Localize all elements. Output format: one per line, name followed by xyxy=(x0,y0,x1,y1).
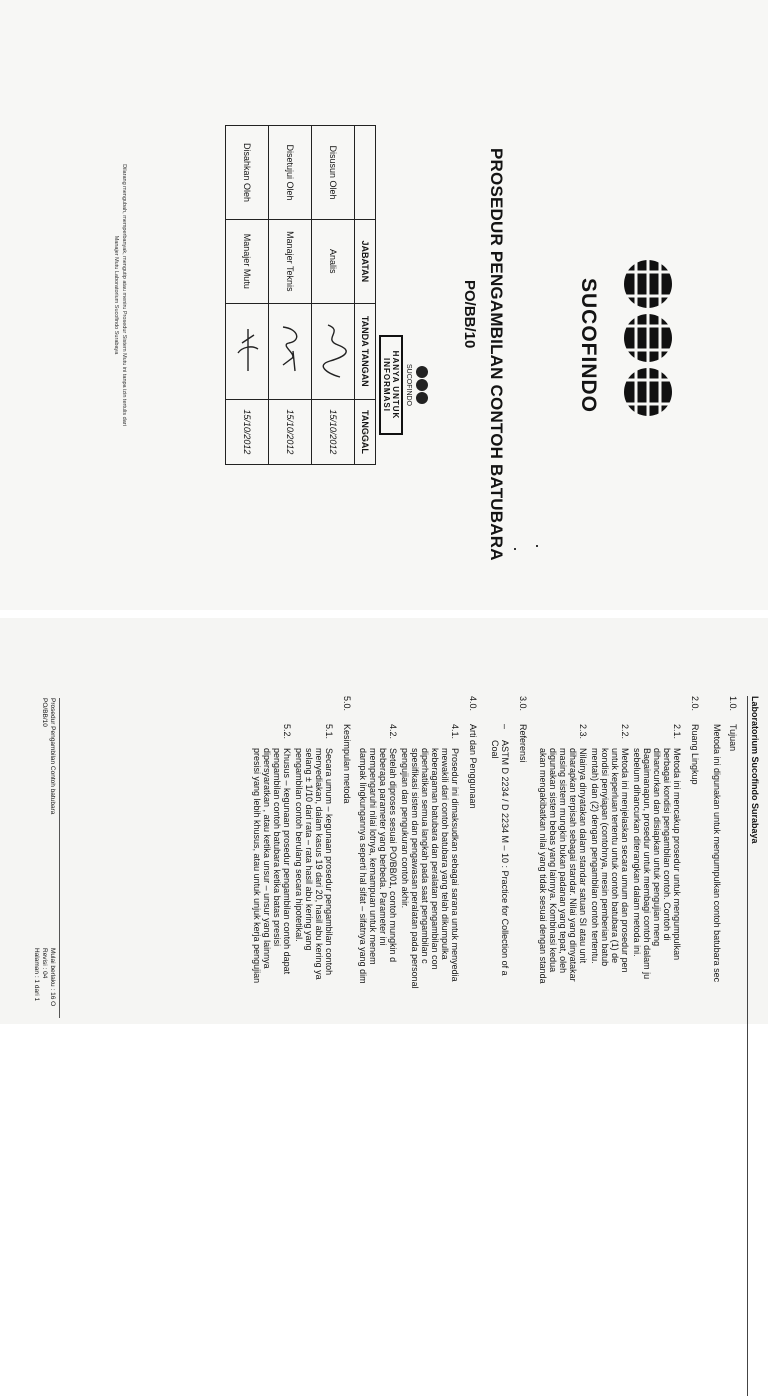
section-title: Arti dan Penggunaan xyxy=(468,724,478,809)
role-cell: Disusun Oleh xyxy=(312,126,355,220)
page-gap xyxy=(0,610,768,618)
brand-name: SUCOFINDO xyxy=(577,278,600,413)
subsection-number: 4.1. xyxy=(450,724,460,740)
section-5-heading xyxy=(342,696,352,804)
table-header-cell: TANGGAL xyxy=(355,399,376,464)
footnote-line: Manajer Mutu Laboratorium Sucofindo Surabaya xyxy=(113,235,119,355)
text-line: Metoda ini menjelaskan secara umum dan prosedur pen xyxy=(620,748,630,973)
section-number: 5.0. xyxy=(342,696,352,712)
table-header-cell: TANDA TANGAN xyxy=(355,303,376,399)
text-line: keberagaman batubara dan peralatan pengambilan con xyxy=(430,748,440,970)
section-title: Kesimpulan metoda xyxy=(342,724,352,804)
text-line: diharapkan terpisah sebagai standar. Nilai yang dinyatakar xyxy=(568,748,578,982)
date-cell: 15/10/2012 xyxy=(269,399,312,464)
text-line: dampak lingkungannya seperti hal sifat – sifatnya yang dim xyxy=(358,748,368,984)
stamp-text: HANYA UNTUK INFORMASI xyxy=(379,335,403,435)
text-line: Bagaimanapun, prosedur untuk membagi contoh dalam ju xyxy=(642,748,652,980)
subsection-number: 2.3. xyxy=(578,724,588,740)
subsection-number: 2.2. xyxy=(620,724,630,740)
table-row xyxy=(269,126,312,465)
text-line: Coal xyxy=(490,740,500,759)
text-line: Prosedur ini dimaksudkan sebagai sarana untuk menyedia xyxy=(450,748,460,982)
scan-speck xyxy=(514,548,516,550)
header-rule xyxy=(747,696,748,1396)
text-line: spesifikasi sistem dan pengawasan peralatan pada personal xyxy=(410,748,420,989)
text-line: menyediakan, dalam kasus 19 dari 20, hasil abu kering ya xyxy=(314,748,324,980)
text-line: sebelum dihancurkan diterangkan dalam metoda ini. xyxy=(632,748,642,957)
footer-doc-code: PO/BB/10 xyxy=(41,698,48,727)
footer-right-block xyxy=(32,948,56,1006)
footnote xyxy=(112,60,128,530)
section-number: 2.0. xyxy=(690,696,700,712)
section-1-heading xyxy=(728,696,738,751)
signature-cell xyxy=(269,303,312,399)
text-line: berbagai kondisi pengambilan contoh. Contoh di xyxy=(662,748,672,941)
signature-cell xyxy=(226,303,269,399)
document-code: PO/BB/10 xyxy=(461,280,478,349)
text-line: Khusus – kegunaan prosedur pengambilan contoh dapat xyxy=(282,748,292,975)
date-cell: 15/10/2012 xyxy=(312,399,355,464)
text-line: ASTM D 2234 / D 2234 M – 10 : Practice for Collection of a xyxy=(500,740,510,976)
cover-page-content xyxy=(0,0,768,600)
scan-speck xyxy=(536,545,538,547)
subsection-number: 2.1. xyxy=(672,724,682,740)
text-line: Setelah diproses sesuai PO/BB/01, contoh mungkin d xyxy=(388,748,398,963)
section-4-heading xyxy=(468,696,478,809)
text-line: untuk keperluan tertentu untuk contoh batubara (1) de xyxy=(610,748,620,964)
text-line: akan mengakibatkan nilai yang tidak sesuai dengan standa xyxy=(538,748,548,984)
section-3-heading xyxy=(518,696,528,763)
table-row xyxy=(312,126,355,465)
table-header-cell: JABATAN xyxy=(355,220,376,304)
signature-mark xyxy=(320,321,348,381)
text-line: kondisi penyiapan (contohnya, mesin pemberian batub xyxy=(600,748,610,967)
text-line: Secara umum – kegunaan prosedur pengambilan contoh xyxy=(324,748,334,976)
section-number: 3.0. xyxy=(518,696,528,712)
text-line: presisi yang lebih khusus, atau untuk unjuk kerja pengujian xyxy=(252,748,262,984)
table-row xyxy=(226,126,269,465)
footer-effective-date: Mulai berlaku : 16 O xyxy=(49,948,56,1007)
footer-rule xyxy=(59,698,60,1018)
footer-doc-name: Prosedur Pengambilan Contoh batubara xyxy=(49,698,56,815)
text-line: dipersyaratkan , atau ketika unsur – unsur yang lainnya xyxy=(262,748,272,969)
text-line: beberapa parameter yang berbeda. Parameter ini xyxy=(378,748,388,946)
text-line: dihancurkan dan disiapkan untuk pengujian meng xyxy=(652,748,662,947)
section-number: 1.0. xyxy=(728,696,738,712)
role-cell: Disetujui Oleh xyxy=(269,126,312,220)
text-line: mempengaruhi nilai lotnya, kemampuan untuk menem xyxy=(368,748,378,965)
table-header-row xyxy=(355,126,376,465)
signature-mark xyxy=(277,321,305,381)
text-line: pengambilan contoh batubara ketika batas presisi xyxy=(272,748,282,947)
subsection-number: 5.1. xyxy=(324,724,334,740)
text-line: pengujian dan pengukuran contoh akhir. xyxy=(400,748,410,909)
footer-revision: Revisi : 04 xyxy=(41,948,48,979)
text-line: selang ± 1/10 dari rata – rata hasil abu kering yang xyxy=(304,748,314,951)
text-line: diperhatikan semua langkah pada saat pengambilan c xyxy=(420,748,430,964)
text-line: digunakan sistem bebas yang lainnya. Kombinasi kedua xyxy=(548,748,558,973)
stamp-label: SUCOFINDO xyxy=(405,364,412,406)
info-stamp xyxy=(380,335,430,435)
footer-left-block xyxy=(40,698,56,814)
role-cell: Disahkan Oleh xyxy=(226,126,269,220)
document-title: PROSEDUR PENGAMBILAN CONTOH BATUBARA xyxy=(487,148,506,561)
subsection-number: 5.2. xyxy=(282,724,292,740)
lab-header-text: Laboratorium Sucofindo Surabaya xyxy=(750,696,760,844)
approval-table xyxy=(225,125,376,465)
position-cell: Manajer Mutu xyxy=(226,220,269,304)
section-title: Tujuan xyxy=(728,724,738,752)
stamp-logo-icon xyxy=(414,365,430,405)
footer-page: Halaman : 1 dari 1 xyxy=(33,948,40,1002)
lab-header xyxy=(750,696,760,844)
text-line: pengambilan contoh berulang secara hipotetikal. xyxy=(294,748,304,942)
signature-mark xyxy=(234,321,262,381)
section-title: Ruang Lingkup xyxy=(690,724,700,785)
section-title: Referensi xyxy=(518,724,528,763)
sucofindo-logo xyxy=(608,258,688,418)
position-cell: Manajer Teknis xyxy=(269,220,312,304)
section-number: 4.0. xyxy=(468,696,478,712)
section-2-heading xyxy=(690,696,700,785)
page-footer xyxy=(0,618,66,1024)
date-cell: 15/10/2012 xyxy=(226,399,269,464)
subsection-number: 4.2. xyxy=(388,724,398,740)
table-header-cell xyxy=(355,126,376,220)
text-line: masing sistem mungkin bukan padanan yang tepat, oleh xyxy=(558,748,568,974)
position-cell: Analis xyxy=(312,220,355,304)
text-line: Nilainya dinyatakan dalam standar satuan SI atau unit xyxy=(578,748,588,964)
signature-cell xyxy=(312,303,355,399)
text-line: mentah) dan (2) dengan pengambilan contoh tertentu. xyxy=(590,748,600,964)
footnote-line: Dilarang mengubah, memperbanyak, mengutip atau meniru Prosedur Sistem Mutu ini tanpa izin tertulis dari xyxy=(121,164,127,426)
text-line: Metoda ini mencakup prosedur untuk mengumpulkan xyxy=(672,748,682,961)
bullet: – xyxy=(500,724,510,730)
content-page-body xyxy=(0,618,768,1024)
text-line: mewakili dari contoh batubara yang telah dikumpulka xyxy=(440,748,450,960)
section-1-text: Metoda ini digunakan untuk mengumpulkan contoh batubara sec xyxy=(712,724,722,983)
